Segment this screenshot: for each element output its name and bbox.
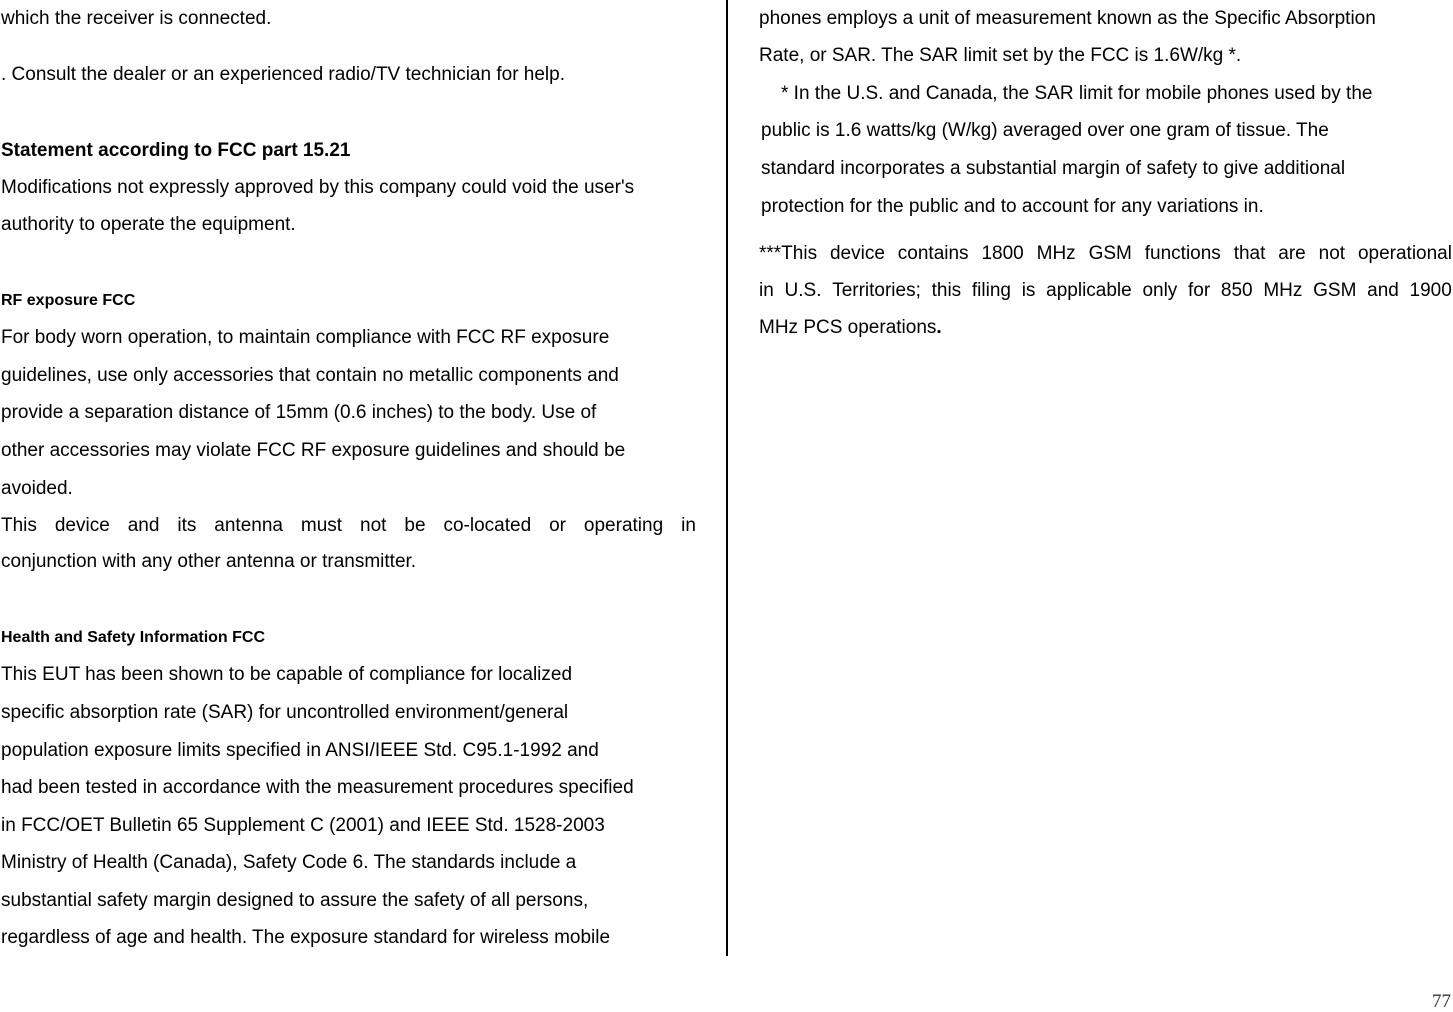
- page-number: 77: [1432, 991, 1451, 1012]
- health-safety-line: This EUT has been shown to be capable of compliance for localized: [1, 664, 573, 685]
- word: or: [549, 515, 566, 536]
- word: not: [360, 515, 387, 536]
- heading-fcc-15-21: Statement according to FCC part 15.21: [1, 140, 351, 161]
- word: its: [177, 515, 197, 536]
- word: filing: [971, 280, 1011, 301]
- word: are: [1278, 243, 1306, 264]
- word: MHz: [1036, 243, 1076, 264]
- rf-exposure-line: conjunction with any other antenna or transmitter.: [1, 551, 417, 572]
- rf-exposure-line: guidelines, use only accessories that contain no metallic components and: [1, 365, 619, 386]
- word: MHz: [1263, 280, 1303, 301]
- health-safety-line: specific absorption rate (SAR) for uncontrolled environment/general: [1, 702, 569, 723]
- sar-line: Rate, or SAR. The SAR limit set by the FCC is 1.6W/kg *.: [759, 45, 1242, 66]
- rf-exposure-line: provide a separation distance of 15mm (0.6 inches) to the body. Use of: [1, 402, 597, 423]
- word: GSM: [1313, 280, 1357, 301]
- column-divider: [726, 0, 728, 956]
- health-safety-line: regardless of age and health. The exposure standard for wireless mobile: [1, 927, 611, 948]
- word: in: [681, 515, 696, 536]
- sar-line: phones employs a unit of measurement known as the Specific Absorption: [759, 8, 1376, 29]
- health-safety-line: had been tested in accordance with the measurement procedures specified: [1, 777, 634, 798]
- word: device: [54, 515, 110, 536]
- word: This: [1, 515, 37, 536]
- word: Territories;: [832, 280, 921, 301]
- word: contains: [897, 243, 969, 264]
- health-safety-line: substantial safety margin designed to assure the safety of all persons,: [1, 890, 589, 911]
- word: 1800: [981, 243, 1024, 264]
- fcc-15-21-line: authority to operate the equipment.: [1, 214, 296, 235]
- word: is: [1021, 280, 1036, 301]
- paragraph-receiver: which the receiver is connected.: [1, 8, 272, 29]
- health-safety-line: in FCC/OET Bulletin 65 Supplement C (2001) and IEEE Std. 1528-2003: [1, 815, 605, 836]
- word: GSM: [1088, 243, 1132, 264]
- gsm-line: [759, 317, 942, 339]
- word: operating: [583, 515, 664, 536]
- rf-exposure-line: other accessories may violate FCC RF exposure guidelines and should be: [1, 440, 626, 461]
- word: antenna: [214, 515, 283, 536]
- word: 1900: [1409, 280, 1452, 301]
- word: this: [931, 280, 962, 301]
- word: applicable: [1046, 280, 1132, 301]
- footnote-line: protection for the public and to account for any variations in.: [761, 196, 1264, 217]
- footnote-line: public is 1.6 watts/kg (W/kg) averaged over one gram of tissue. The: [761, 120, 1329, 141]
- fcc-15-21-line: Modifications not expressly approved by this company could void the user's: [1, 177, 635, 198]
- word: and: [1367, 280, 1399, 301]
- gsm-justified-line: [759, 243, 1452, 265]
- word: must: [300, 515, 343, 536]
- gsm-line-period: .: [936, 317, 942, 338]
- gsm-justified-line: [759, 280, 1452, 302]
- rf-exposure-line: avoided.: [1, 478, 73, 499]
- heading-health-safety: Health and Safety Information FCC: [1, 629, 266, 646]
- rf-exposure-justified-line: [1, 515, 696, 537]
- gsm-line-text: MHz PCS operations: [759, 317, 937, 338]
- word: operational: [1357, 243, 1452, 264]
- health-safety-line: population exposure limits specified in ANSI/IEEE Std. C95.1-1992 and: [1, 740, 599, 761]
- word: functions: [1144, 243, 1221, 264]
- heading-rf-exposure: RF exposure FCC: [1, 292, 136, 309]
- footnote-line: * In the U.S. and Canada, the SAR limit for mobile phones used by the: [781, 83, 1373, 104]
- footnote-line: standard incorporates a substantial margin of safety to give additional: [761, 158, 1346, 179]
- word: not: [1318, 243, 1346, 264]
- word: U.S.: [784, 280, 822, 301]
- word: be: [404, 515, 426, 536]
- word: only: [1142, 280, 1178, 301]
- word: co-located: [443, 515, 532, 536]
- health-safety-line: Ministry of Health (Canada), Safety Code 6. The standards include a: [1, 852, 577, 873]
- word: 850: [1220, 280, 1253, 301]
- word: and: [127, 515, 160, 536]
- word: that: [1233, 243, 1266, 264]
- word: for: [1188, 280, 1211, 301]
- rf-exposure-line: For body worn operation, to maintain compliance with FCC RF exposure: [1, 327, 610, 348]
- word: ***This: [759, 243, 818, 264]
- paragraph-consult-dealer: . Consult the dealer or an experienced radio/TV technician for help.: [1, 64, 565, 85]
- word: device: [829, 243, 885, 264]
- word: in: [759, 280, 774, 301]
